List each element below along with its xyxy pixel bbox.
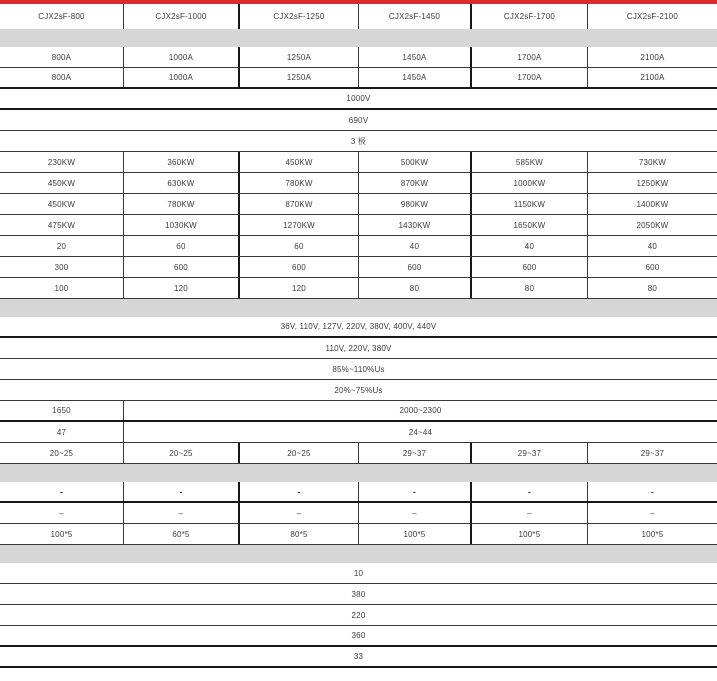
table-cell: 100*5 [50, 529, 73, 539]
table-cell: 1250A [238, 68, 358, 87]
table-cell: – [59, 508, 64, 518]
spec-table [0, 4, 717, 668]
table-cell: 100*5 [587, 524, 717, 544]
table-cell: 800A [51, 52, 72, 62]
table-row [0, 110, 717, 131]
table-cell: 600 [587, 257, 717, 277]
spacer-row [0, 29, 717, 47]
table-cell: 29~37 [587, 443, 717, 463]
table-row [0, 338, 717, 359]
column-header: CJX2sF-2100 [587, 4, 717, 29]
table-cell: 450KW [238, 152, 358, 172]
table-cell: - [470, 482, 587, 501]
table-row [0, 257, 717, 278]
table-cell: 2100A [587, 68, 717, 87]
table-cell: 1650KW [470, 215, 587, 235]
table-cell: 80*5 [238, 524, 358, 544]
table-cell: 29~37 [470, 443, 587, 463]
table-cell: 780KW [123, 194, 238, 214]
table-cell: 1450A [358, 68, 470, 87]
table-span-cell: 1000V [346, 94, 371, 103]
table-cell: 1000A [123, 68, 238, 87]
table-row [0, 524, 717, 545]
table-row [0, 215, 717, 236]
table-cell: 20~25 [49, 448, 74, 458]
table-cell: – [470, 503, 587, 523]
table-row [0, 152, 717, 173]
table-span-cell: 10 [353, 568, 364, 578]
table-cell: 1250KW [587, 173, 717, 193]
table-row [0, 605, 717, 626]
table-cell: 20~25 [123, 443, 238, 463]
table-span-cell: 85%~110%Us [332, 364, 385, 374]
table-cell: 1700A [470, 47, 587, 67]
table-span-cell: 2000~2300 [123, 401, 717, 420]
table-span-cell: 380 [351, 589, 366, 599]
table-cell: 20 [56, 241, 67, 251]
table-cell: – [238, 503, 358, 523]
table-row [0, 647, 717, 668]
table-cell: 780KW [238, 173, 358, 193]
table-cell: 230KW [47, 157, 76, 167]
table-cell: 100 [54, 283, 69, 293]
table-row [0, 482, 717, 503]
table-cell: 980KW [358, 194, 470, 214]
table-cell: 120 [123, 278, 238, 298]
table-row [0, 584, 717, 605]
table-row [0, 401, 717, 422]
table-span-cell: 20%~75%Us [334, 385, 383, 395]
table-cell: 730KW [587, 152, 717, 172]
table-cell: 1000A [123, 47, 238, 67]
column-header: CJX2sF-1700 [470, 4, 587, 29]
table-cell: 60*5 [123, 524, 238, 544]
table-cell: 60 [238, 236, 358, 256]
table-cell: 120 [238, 278, 358, 298]
table-cell: 40 [470, 236, 587, 256]
table-row [0, 380, 717, 401]
table-row [0, 443, 717, 464]
table-cell: 360KW [123, 152, 238, 172]
table-row [0, 422, 717, 443]
table-cell: 600 [470, 257, 587, 277]
table-cell: 1270KW [238, 215, 358, 235]
table-cell: 20~25 [238, 443, 358, 463]
column-header: CJX2sF-800 [38, 12, 85, 21]
table-cell: 100*5 [470, 524, 587, 544]
table-span-cell: 220 [351, 610, 366, 620]
table-span-cell: 24~44 [123, 422, 717, 442]
table-cell: 1450A [358, 47, 470, 67]
table-cell: 29~37 [358, 443, 470, 463]
table-cell: – [587, 503, 717, 523]
column-header: CJX2sF-1450 [358, 4, 470, 29]
table-span-cell: 360 [351, 631, 366, 640]
table-header-row [0, 4, 717, 29]
table-span-cell: 3 极 [350, 136, 367, 146]
table-cell: 2100A [587, 47, 717, 67]
column-header: CJX2sF-1000 [123, 4, 238, 29]
table-cell: 47 [56, 427, 67, 437]
table-cell: 1700A [470, 68, 587, 87]
table-cell: 40 [358, 236, 470, 256]
table-row [0, 47, 717, 68]
table-cell: 1150KW [470, 194, 587, 214]
table-row [0, 317, 717, 338]
table-cell: 450KW [47, 199, 76, 209]
table-cell: 2050KW [587, 215, 717, 235]
table-cell: 585KW [470, 152, 587, 172]
table-cell: 80 [587, 278, 717, 298]
table-row [0, 278, 717, 299]
column-header: CJX2sF-1250 [238, 4, 358, 29]
table-span-cell: 36V, 110V, 127V, 220V, 380V, 400V, 440V [280, 322, 437, 331]
table-span-cell: 33 [353, 652, 364, 661]
table-cell: 800A [51, 73, 72, 82]
table-cell: 100*5 [358, 524, 470, 544]
table-row [0, 89, 717, 110]
table-cell: - [59, 486, 64, 497]
table-row [0, 563, 717, 584]
table-row [0, 194, 717, 215]
table-row [0, 68, 717, 89]
table-cell: - [358, 482, 470, 501]
table-row [0, 503, 717, 524]
spacer-row [0, 545, 717, 563]
table-cell: 1650 [52, 406, 71, 415]
table-cell: 1030KW [123, 215, 238, 235]
table-row [0, 173, 717, 194]
table-cell: 475KW [47, 220, 76, 230]
table-cell: 60 [123, 236, 238, 256]
table-cell: - [123, 482, 238, 501]
spacer-row [0, 299, 717, 317]
table-cell: 80 [358, 278, 470, 298]
table-span-cell: 110V, 220V, 380V [325, 343, 392, 353]
table-row [0, 359, 717, 380]
table-cell: 630KW [123, 173, 238, 193]
table-cell: 600 [238, 257, 358, 277]
table-cell: – [123, 503, 238, 523]
bottom-margin [0, 668, 717, 676]
table-cell: 40 [587, 236, 717, 256]
table-row [0, 131, 717, 152]
table-span-cell: 690V [348, 115, 369, 125]
table-cell: 600 [123, 257, 238, 277]
table-cell: 300 [54, 262, 69, 272]
spacer-row [0, 464, 717, 482]
table-cell: - [238, 482, 358, 501]
table-cell: 1430KW [358, 215, 470, 235]
table-cell: – [358, 503, 470, 523]
table-cell: 600 [358, 257, 470, 277]
table-cell: 450KW [47, 178, 76, 188]
table-row [0, 236, 717, 257]
table-cell: 1400KW [587, 194, 717, 214]
table-cell: 1000KW [470, 173, 587, 193]
table-cell: 870KW [358, 173, 470, 193]
table-cell: 80 [470, 278, 587, 298]
table-cell: 500KW [358, 152, 470, 172]
table-cell: - [587, 482, 717, 501]
table-cell: 1250A [238, 47, 358, 67]
table-row [0, 626, 717, 647]
table-cell: 870KW [238, 194, 358, 214]
